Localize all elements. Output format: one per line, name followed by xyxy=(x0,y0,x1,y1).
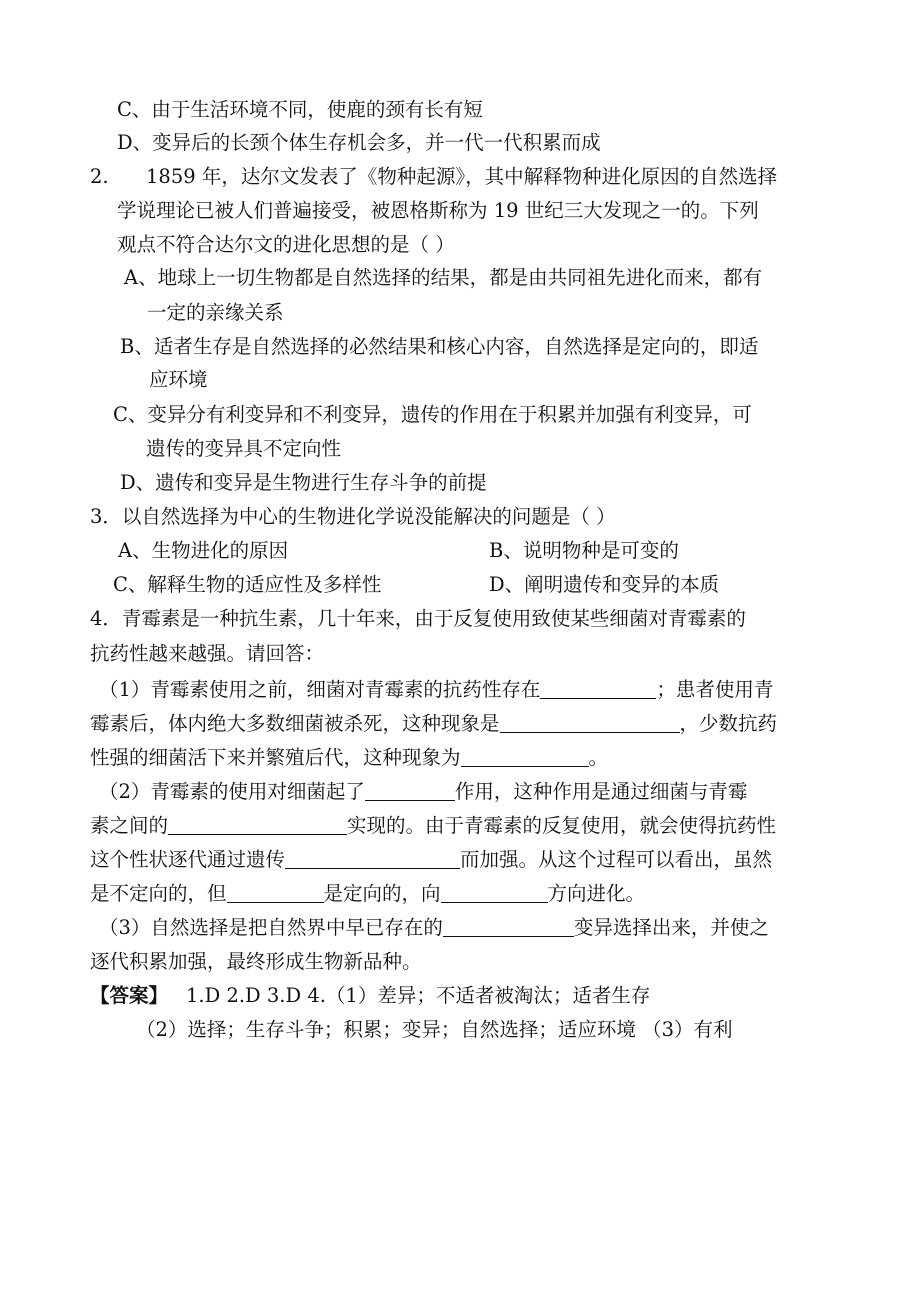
q2-stem-line2: 学说理论已被人们普遍接受，被恩格斯称为 19 世纪三大发现之一的。下列 xyxy=(117,199,759,222)
q4-part2-line1 xyxy=(99,782,747,802)
q3-option-a: A、生物进化的原因 xyxy=(118,539,289,562)
q4-part3-line1 xyxy=(99,918,769,938)
q4-part2-text: 是不定向的，但 xyxy=(90,882,227,905)
answer-blank[interactable] xyxy=(461,748,589,767)
q4-part2-text: 是定向的，向 xyxy=(323,882,441,905)
answer-key-line1 xyxy=(90,986,650,1006)
q4-part1-text: ，少数抗药 xyxy=(679,712,778,735)
answer-blank[interactable] xyxy=(365,782,455,801)
q4-part2-text: 方向进化。 xyxy=(547,882,646,905)
answer-blank[interactable] xyxy=(443,918,574,937)
q2-option-a-line1: A、地球上一切生物都是自然选择的结果，都是由共同祖先进化而来，都有 xyxy=(124,266,763,289)
q4-part2-line2 xyxy=(90,816,776,836)
q3-option-d: D、阐明遗传和变异的本质 xyxy=(489,573,720,596)
q2-number: 2. xyxy=(90,165,109,188)
q4-part3-line2: 逐代积累加强，最终形成生物新品种。 xyxy=(90,950,422,973)
q3-option-b: B、说明物种是可变的 xyxy=(489,539,679,562)
q4-stem-line2: 抗药性越来越强。请回答： xyxy=(90,642,325,665)
q4-part2-line4 xyxy=(90,884,645,904)
q4-part1-text: 。 xyxy=(588,746,609,769)
q2-option-b-line1: B、适者生存是自然选择的必然结果和核心内容，自然选择是定向的，即适 xyxy=(120,335,759,358)
q3-option-c: C、解释生物的适应性及多样性 xyxy=(113,573,382,596)
q2-option-d: D、遗传和变异是生物进行生存斗争的前提 xyxy=(120,471,487,494)
q2-stem-line1: 1859 年，达尔文发表了《物种起源》，其中解释物种进化原因的自然选择 xyxy=(146,165,778,188)
answer-key-line2: （2）选择；生存斗争；积累；变异；自然选择；适应环境 （3）有利 xyxy=(136,1018,733,1041)
q2-option-b-line2: 应环境 xyxy=(149,368,208,391)
q2-option-a-line2: 一定的亲缘关系 xyxy=(147,301,284,324)
q1-option-d: D、变异后的长颈个体生存机会多，并一代一代积累而成 xyxy=(117,131,601,154)
q4-stem-line1: 4．青霉素是一种抗生素，几十年来，由于反复使用致使某些细菌对青霉素的 xyxy=(90,607,746,630)
q4-part2-text: 素之间的 xyxy=(90,814,169,837)
q1-option-c: C、由于生活环境不同，使鹿的颈有长有短 xyxy=(117,98,483,121)
q4-part2-text: 作用，这种作用是通过细菌与青霉 xyxy=(454,780,748,803)
q4-part3-text: 变异选择出来，并使之 xyxy=(573,916,769,939)
q4-part2-text: 实现的。由于青霉素的反复使用，就会使得抗药性 xyxy=(347,814,777,837)
q2-option-c-line2: 遗传的变异具不定向性 xyxy=(146,437,342,460)
answer-blank[interactable] xyxy=(227,884,324,903)
q4-part1-line2 xyxy=(90,714,777,734)
answer-blank[interactable] xyxy=(285,850,460,869)
q4-part3-text: （3）自然选择是把自然界中早已存在的 xyxy=(99,916,443,939)
q4-part2-text: 这个性状逐代通过遗传 xyxy=(90,848,286,871)
q4-part2-text: 而加强。从这个过程可以看出，虽然 xyxy=(460,848,773,871)
answer-blank[interactable] xyxy=(500,714,680,733)
q4-part1-line1 xyxy=(99,680,773,700)
q3-stem: 3．以自然选择为中心的生物进化学说没能解决的问题是（ ） xyxy=(90,505,616,528)
q4-part1-text: 性强的细菌活下来并繁殖后代，这种现象为 xyxy=(90,746,461,769)
answer-blank[interactable] xyxy=(168,816,347,835)
q2-option-c-line1: C、变异分有利变异和不利变异，遗传的作用在于积累并加强有利变异，可 xyxy=(113,403,752,426)
q4-part1-text: ；患者使用青 xyxy=(656,678,774,701)
answer-key-text: 1.D 2.D 3.D 4.（1）差异；不适者被淘汰；适者生存 xyxy=(186,984,651,1007)
q4-part1-text: 霉素后，体内绝大多数细菌被杀死，这种现象是 xyxy=(90,712,500,735)
q4-part2-line3 xyxy=(90,850,772,870)
q4-part2-text: （2）青霉素的使用对细菌起了 xyxy=(99,780,365,803)
answer-blank[interactable] xyxy=(540,680,656,699)
answer-blank[interactable] xyxy=(441,884,548,903)
q4-part1-line3 xyxy=(90,748,608,768)
answer-key-label: 【答案】 xyxy=(90,984,169,1007)
q4-part1-text: （1）青霉素使用之前，细菌对青霉素的抗药性存在 xyxy=(99,678,541,701)
q2-stem-line3: 观点不符合达尔文的进化思想的是（ ） xyxy=(117,233,455,256)
